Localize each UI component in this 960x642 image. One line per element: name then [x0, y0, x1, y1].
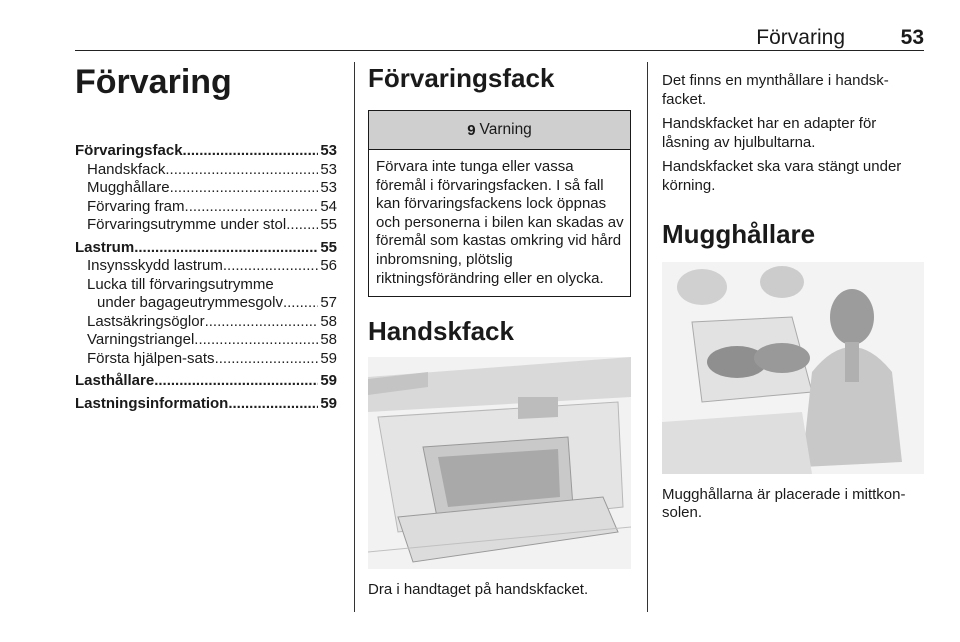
- toc-entry-label: Lucka till förvaringsutrymme: [87, 275, 274, 293]
- toc-leader-dots: [205, 313, 319, 332]
- toc-entry[interactable]: [75, 350, 337, 369]
- toc-entry-label: Insynsskydd lastrum: [87, 257, 223, 274]
- toc-entry[interactable]: [75, 161, 337, 180]
- toc-entry-label: Handskfack: [87, 160, 166, 178]
- toc-entry-page: 55: [320, 216, 337, 233]
- toc-entry[interactable]: [75, 142, 337, 161]
- cupholder-illustration: [662, 262, 924, 474]
- paragraph-adapter: Handskfacket har en adapter för låsning av hjulbultarna.: [662, 115, 877, 151]
- toc-entry-page: 59: [320, 372, 337, 389]
- glovebox-image: [368, 357, 631, 569]
- glovebox-illustration: [368, 357, 631, 569]
- toc-entry[interactable]: [75, 395, 337, 414]
- toc-entry-page: 53: [320, 160, 337, 178]
- section-title-mugghallare: Mugghållare: [662, 218, 816, 249]
- toc-entry[interactable]: [75, 313, 337, 332]
- toc-leader-dots: [170, 179, 319, 198]
- toc-entry-page: 59: [320, 349, 337, 367]
- section-title-handskfack: Handskfack: [368, 316, 514, 347]
- toc-column: [75, 62, 337, 413]
- toc-entry-page: 54: [320, 197, 337, 215]
- chapter-title: Förvaring: [75, 63, 232, 101]
- toc-entry-page: 53: [320, 179, 337, 196]
- toc-entry[interactable]: [75, 294, 337, 313]
- toc-entry-page: 53: [320, 142, 337, 159]
- header-section-title: Förvaring: [756, 26, 845, 49]
- toc-entry-label: Lastningsinformation: [75, 394, 229, 412]
- toc-entry-label: Förvaringsutrymme under stol: [87, 216, 287, 233]
- toc-leader-dots: [283, 294, 318, 313]
- toc-entry-page: 55: [320, 238, 337, 256]
- toc-entry[interactable]: [75, 239, 337, 258]
- paragraph-closed: Handskfacket ska vara stängt under körning.: [662, 158, 902, 194]
- toc-entry-label: Första hjälpen-sats: [87, 349, 215, 367]
- toc-entry-label: under bagageutrymmesgolv: [97, 294, 283, 311]
- toc-leader-dots: [183, 142, 319, 161]
- toc-leader-dots: [215, 350, 319, 369]
- toc-entry-page: 59: [320, 394, 337, 412]
- info-column: [662, 72, 924, 529]
- column-divider: [647, 62, 648, 612]
- toc-entry[interactable]: [75, 276, 337, 295]
- toc-entry-label: Varningstriangel: [87, 331, 195, 348]
- header-rule: [75, 50, 924, 51]
- storage-column: [368, 62, 631, 606]
- section-title-forvaringsfack: Förvaringsfack: [368, 63, 555, 93]
- toc-entry-page: 57: [320, 294, 337, 311]
- toc-entry[interactable]: [75, 216, 337, 235]
- cupholder-caption: Mugghållarna är placerade i mittkon-solen.: [662, 485, 906, 522]
- glovebox-caption: Dra i handtaget på handskfacket.: [368, 581, 589, 599]
- warning-box: [368, 110, 631, 297]
- toc-leader-dots: [185, 198, 319, 217]
- toc-entry[interactable]: [75, 257, 337, 276]
- column-divider: [354, 62, 355, 612]
- toc-entry[interactable]: [75, 179, 337, 198]
- warning-heading: Varning: [479, 121, 532, 138]
- toc-entry[interactable]: [75, 198, 337, 217]
- toc-leader-dots: [154, 372, 318, 391]
- toc-leader-dots: [228, 395, 318, 414]
- toc-entry-label: Lasthållare: [75, 372, 155, 389]
- warning-text: Förvara inte tunga eller vassa föremål i förvaringsfacken. I så fall kan förvaringsfackens lock öppnas och personerna i bilen kan skadas av föremål som kastas omkring vid hård inbromsning, plötslig riktningsförändring eller en olycka.: [376, 158, 624, 287]
- toc-entry-label: Lastsäkringsöglor: [87, 312, 205, 330]
- toc-entry-label: Lastrum: [75, 238, 135, 256]
- toc-entry-page: 56: [320, 257, 337, 274]
- cupholder-image: [662, 262, 924, 474]
- toc-leader-dots: [194, 331, 318, 350]
- page-number: 53: [900, 26, 924, 49]
- table-of-contents: [75, 142, 337, 413]
- toc-entry[interactable]: [75, 372, 337, 391]
- warning-header: [369, 111, 630, 150]
- paragraph-coin-holder: Det finns en mynthållare i handsk-facket.: [662, 72, 889, 108]
- toc-entry[interactable]: [75, 331, 337, 350]
- toc-leader-dots: [165, 161, 318, 180]
- toc-entry-label: Mugghållare: [87, 179, 170, 196]
- toc-entry-page: 58: [320, 331, 337, 348]
- toc-entry-label: Förvaring fram: [87, 197, 185, 215]
- toc-entry-page: 58: [320, 312, 337, 330]
- toc-leader-dots: [134, 239, 318, 258]
- warning-icon: 9: [467, 121, 476, 139]
- toc-leader-dots: [286, 216, 318, 235]
- toc-entry-label: Förvaringsfack: [75, 142, 183, 159]
- toc-leader-dots: [223, 257, 318, 276]
